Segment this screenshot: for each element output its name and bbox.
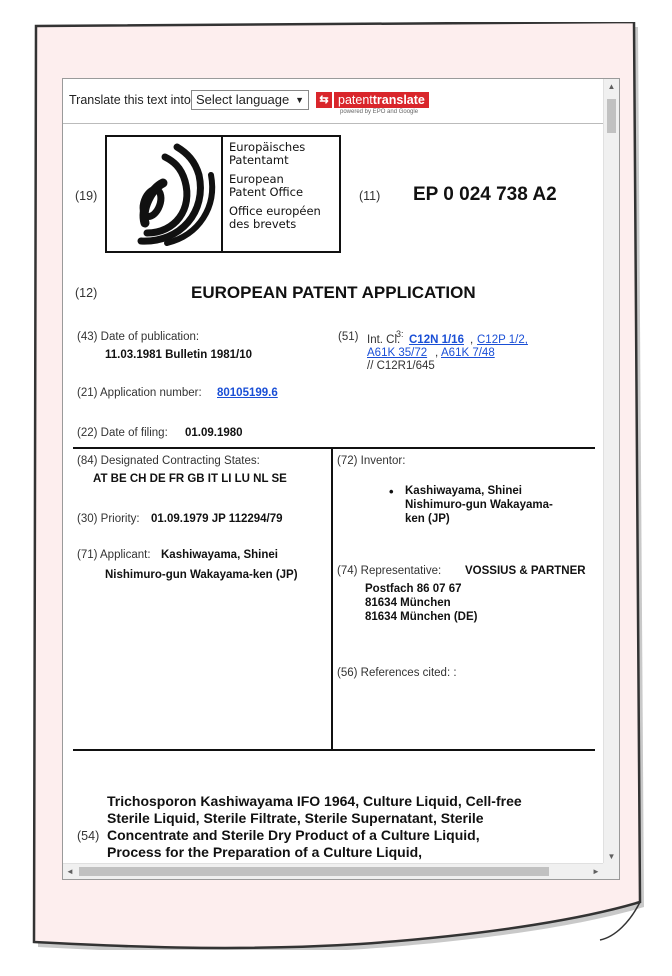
document-type: EUROPEAN PATENT APPLICATION [191, 283, 476, 302]
priority-value: 01.09.1979 JP 112294/79 [151, 513, 283, 525]
office-line: des brevets [229, 217, 297, 231]
intcl-separator: , [470, 334, 474, 346]
title-line: Sterile Liquid, Sterile Filtrate, Sterile Supernatant, Sterile [107, 810, 484, 826]
epo-logo-box [105, 135, 341, 253]
translate-label: Translate this text into [69, 93, 191, 107]
epo-box-divider [221, 137, 223, 251]
logo-name-prefix: patent [338, 93, 373, 107]
language-select-value: Select language [196, 92, 290, 107]
inventor-line: Kashiwayama, Shinei [405, 485, 522, 497]
intcl-link-a61k-7[interactable]: A61K 7/48 [441, 347, 495, 359]
office-line: Office européen [229, 204, 321, 218]
representative-address-line: 81634 München [365, 597, 451, 609]
code-54: (54) [77, 829, 100, 843]
representative-name: VOSSIUS & PARTNER [465, 565, 586, 577]
states-label: (84) Designated Contracting States: [77, 455, 260, 467]
patenttranslate-logo-text [334, 92, 429, 108]
bullet-icon: • [389, 484, 394, 499]
pub-date-label: (43) Date of publication: [77, 331, 200, 343]
intcl-sup: 3: [396, 329, 404, 339]
office-line: Patent Office [229, 185, 304, 199]
column-divider [331, 447, 333, 749]
dropdown-caret-icon: ▼ [295, 95, 304, 105]
filing-label: (22) Date of filing: [77, 427, 168, 439]
horizontal-scrollbar[interactable] [63, 863, 605, 879]
intcl-link-c12p[interactable]: C12P 1/2, [477, 334, 528, 346]
references-label: (56) References cited: : [337, 667, 457, 679]
publication-number: EP 0 024 738 A2 [413, 184, 557, 205]
representative-address-line: Postfach 86 07 67 [365, 583, 462, 595]
office-name-lines [229, 141, 321, 231]
inventor-line: Nishimuro-gun Wakayama- [405, 499, 553, 511]
intcl-code: (51) [338, 331, 359, 343]
applicant-name: Kashiwayama, Shinei [161, 549, 278, 561]
office-line: Patentamt [229, 153, 289, 167]
logo-name-suffix: translate [372, 93, 425, 107]
states-value: AT BE CH DE FR GB IT LI LU NL SE [93, 473, 287, 485]
title-line: Trichosporon Kashiwayama IFO 1964, Culture Liquid, Cell-free [107, 793, 522, 809]
language-select[interactable] [191, 90, 309, 110]
document-content [63, 79, 605, 865]
vertical-scroll-thumb[interactable] [607, 99, 616, 133]
applicant-address: Nishimuro-gun Wakayama-ken (JP) [105, 569, 298, 581]
section-divider-bottom [73, 749, 595, 751]
logo-powered-text: powered by EPO and Google [340, 109, 419, 115]
priority-label: (30) Priority: [77, 513, 140, 525]
app-number-label: (21) Application number: [77, 387, 202, 399]
intcl-link-c12n[interactable]: C12N 1/16 [409, 334, 464, 346]
inventor-label: (72) Inventor: [337, 455, 406, 467]
patenttranslate-logo[interactable] [316, 92, 429, 108]
office-line: Europäisches [229, 140, 306, 154]
intcl-label: Int. Cl. [367, 334, 401, 346]
intcl-separator: , [435, 347, 439, 359]
intcl-extra: // C12R1/645 [367, 360, 435, 372]
scrollbar-corner [603, 863, 619, 879]
representative-label: (74) Representative: [337, 565, 442, 577]
section-divider-top [73, 447, 595, 449]
code-12: (12) [75, 286, 98, 300]
scroll-down-icon[interactable]: ▼ [607, 852, 616, 861]
translate-toolbar [63, 79, 605, 124]
scroll-right-icon[interactable]: ► [592, 867, 600, 876]
inventor-line: ken (JP) [405, 513, 450, 525]
office-line: European [229, 172, 284, 186]
scroll-left-icon[interactable]: ◄ [66, 867, 74, 876]
filing-value: 01.09.1980 [185, 427, 243, 439]
app-number-link[interactable]: 80105199.6 [217, 387, 278, 399]
pub-date-value: 11.03.1981 Bulletin 1981/10 [105, 349, 253, 361]
code-11: (11) [359, 189, 381, 203]
intcl-link-a61k-35[interactable]: A61K 35/72 [367, 347, 428, 359]
epo-logo-icon [107, 137, 219, 251]
horizontal-scroll-thumb[interactable] [79, 867, 549, 876]
scroll-up-icon[interactable]: ▲ [607, 82, 616, 91]
vertical-scrollbar[interactable] [603, 79, 619, 865]
swap-arrows-icon: ⇆ [316, 92, 332, 108]
title-line: Concentrate and Sterile Dry Product of a Culture Liquid, [107, 827, 480, 843]
code-19: (19) [75, 189, 98, 203]
applicant-label: (71) Applicant: [77, 549, 151, 561]
document-viewer [62, 78, 620, 880]
title-line: Process for the Preparation of a Culture Liquid, [107, 844, 423, 860]
representative-address-line: 81634 München (DE) [365, 611, 478, 623]
